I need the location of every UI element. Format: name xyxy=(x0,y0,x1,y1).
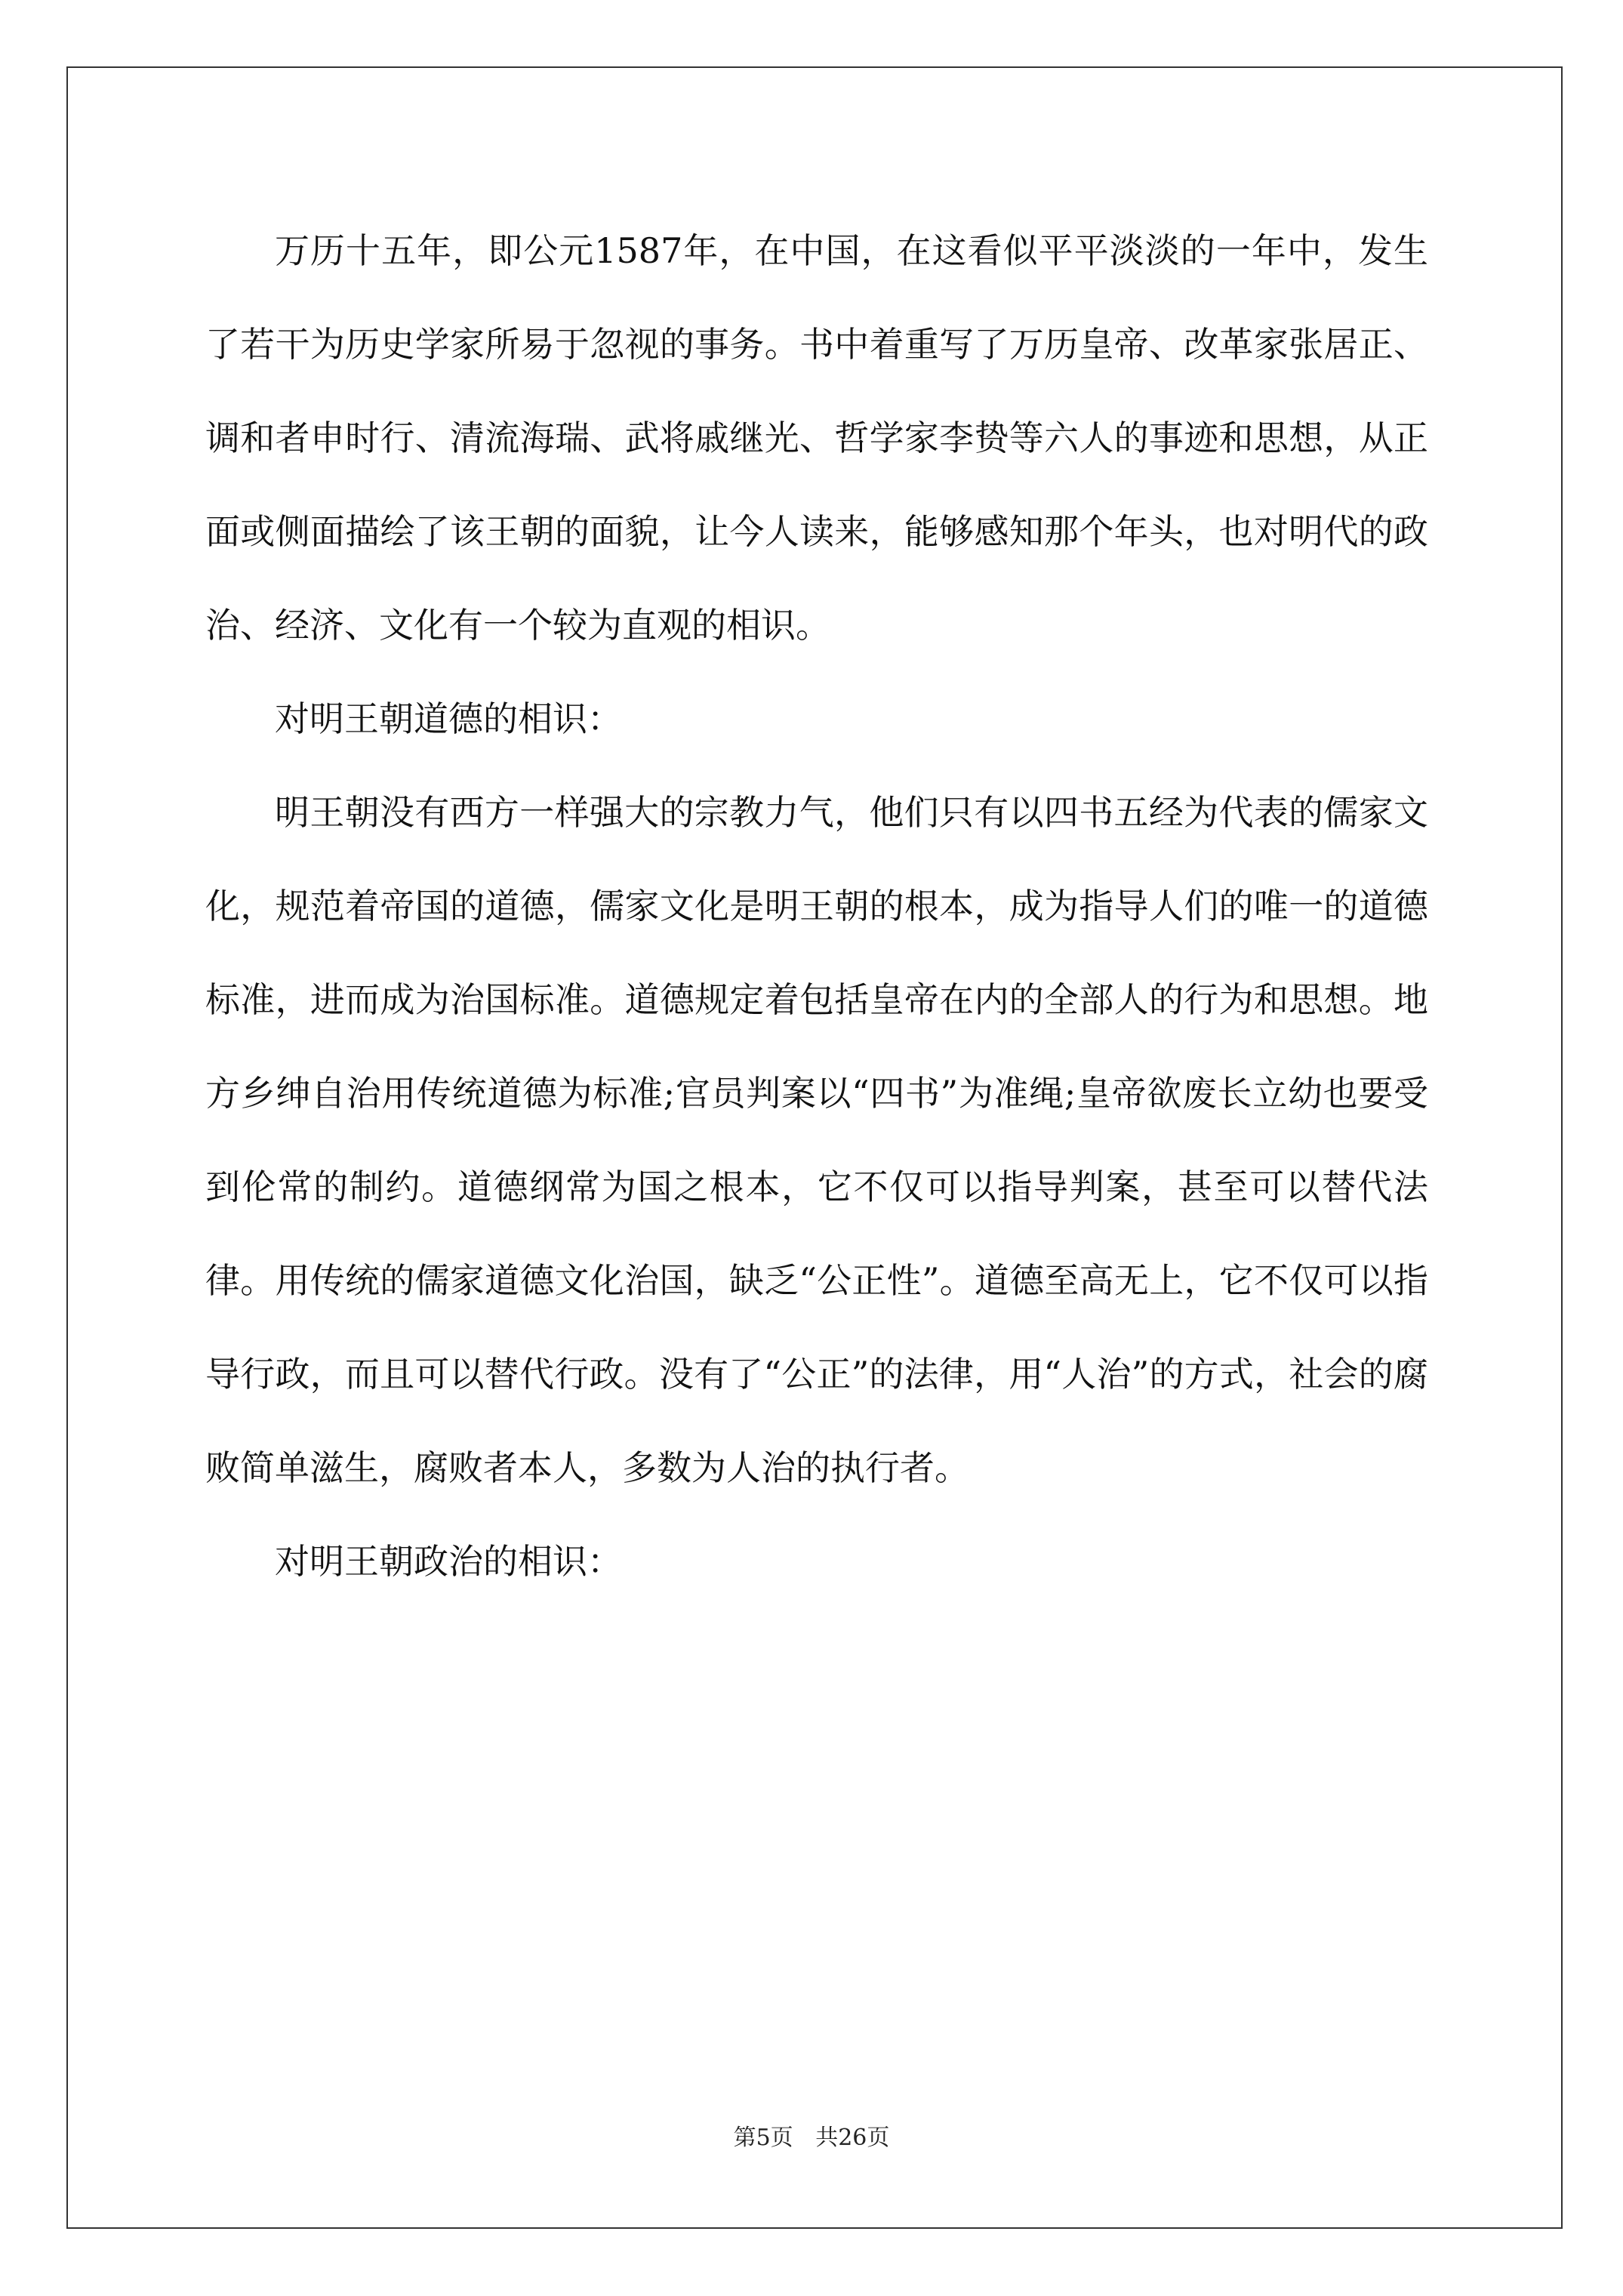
page-number: 第5页 xyxy=(733,2125,793,2151)
section-heading-morality: 对明王朝道德的相识： xyxy=(275,698,622,739)
paragraph-morality: 明王朝没有西方一样强大的宗教力气，他们只有以四书五经为代表的儒家文化，规范着帝国的道德，儒家文化是明王朝的根本，成为指导人们的唯一的道德标准，进而成为治国标准。道德规定着包括皇帝在内的全部人的行为和思想。地方乡绅自治用传统道德为标准;官员判案以“四书”为准绳;皇帝欲废长立幼也要受到伦常的制约。道德纲常为国之根本，它不仅可以指导判案，甚至可以替代法律。用传统的儒家道德文化治国，缺乏“公正性”。道德至高无上，它不仅可以指导行政，而且可以替代行政。没有了“公正”的法律，用“人治”的方式，社会的腐败简单滋生，腐败者本人，多数为人治的执行者。 xyxy=(205,792,1428,1488)
section-heading-politics: 对明王朝政治的相识： xyxy=(275,1541,622,1582)
paragraph-intro: 万历十五年，即公元1587年，在中国，在这看似平平淡淡的一年中，发生了若干为历史学家所易于忽视的事务。书中着重写了万历皇帝、改革家张居正、调和者申时行、清流海瑞、武将戚继光、哲学家李贽等六人的事迹和思想，从正面或侧面描绘了该王朝的面貌，让今人读来，能够感知那个年头，也对明代的政治、经济、文化有一个较为直观的相识。 xyxy=(205,230,1428,646)
page-total: 共26页 xyxy=(815,2125,890,2151)
page-footer xyxy=(0,2123,1623,2153)
document-body xyxy=(205,204,1428,1608)
